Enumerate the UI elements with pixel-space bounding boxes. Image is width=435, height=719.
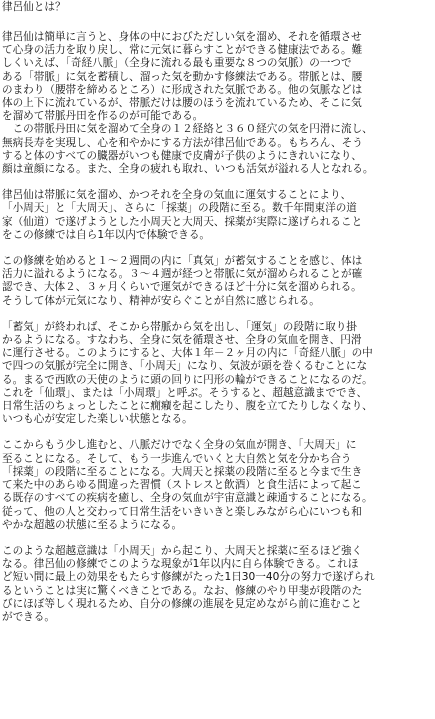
text-line: これを「仙環」、または「小周環」と呼ぶ。そうすると、超越意識まででき、: [2, 386, 368, 399]
document-body: [2, 31, 433, 624]
text-line: なる。律呂仙の修練でこのような現象が1年以内に自ら体験できる。これほ: [2, 558, 359, 571]
text-line: 日常生活のちょっとしたことに癇癪を起こしたり、腹を立てたりしなくなり、: [2, 400, 373, 413]
text-line: 体の上下に流れているが、帯脈だけは腰のほうを流れているため、そこに気: [2, 97, 362, 110]
text-line: すると体のすべての臓器がいつも健康で皮膚が子供のようにきれいになり、: [2, 149, 362, 162]
text-line: 至ることになる。そして、もう一歩進んでいくと大自然と気を分かち合う: [2, 452, 352, 465]
text-line: このような超越意識は「小周天」から起こり、大周天と採薬に至るほど強く: [2, 544, 363, 557]
text-line: 無病長寿を実現し、心を和やかにする方法が律呂仙である。もちろん、そう: [2, 136, 363, 149]
paragraph-6: [2, 545, 433, 624]
text-line: 顔は童顔になる。また、全身の疲れも取れ、いつも活気が溢れる人となれる。: [2, 163, 374, 176]
text-line: 「蓄気」が終われば、そこから帯脈から気を出し、「運気」の段階に取り掛: [2, 320, 357, 333]
text-line: 「採薬」の段階に至ることになる。大周天と採薬の段階に至ると今まで生き: [2, 465, 363, 478]
text-line: 活力に溢れるようになる。３～４週が経つと帯脈に気が溜められることが確: [2, 268, 363, 281]
text-line: やかな超越の状態に至るようになる。: [2, 518, 183, 531]
text-line: いつも心が安定した楽しい状態となる。: [2, 413, 193, 426]
text-line: 認でき、大体２、３ヶ月くらいで運気ができるほど十分に気を溜められる。: [2, 281, 362, 294]
page-title: 律呂仙とは？: [2, 1, 66, 13]
text-line: そうして体が元気になり、精神が安らぐことが自然に感じられる。: [2, 294, 320, 307]
text-line: をこの修練では自ら1年以内で体験できる。: [2, 228, 211, 241]
text-line: 「小周天」と「大周天」、さらに「採薬」の段階に至る。数千年間東洋の道: [2, 202, 357, 215]
text-line: で四つの気脈が完全に開き、「小周天」になり、気波が頭を巻くるむことにな: [2, 360, 368, 373]
text-line: ができる。: [2, 610, 55, 623]
paragraph-4: [2, 321, 433, 427]
text-line: ここからもう少し進むと、八脈だけでなく全身の気血が開き、「大周天」に: [2, 439, 357, 452]
text-line: 律呂仙は簡単に言うと、身体の中におびただしい気を溜め、それを循環させ: [2, 31, 362, 43]
text-line: 家（仙道）で遂げようとした小周天と大周天、採薬が実際に遂げられること: [2, 215, 363, 228]
text-line: る既存のすべての疾病を癒し、全身の気血が宇宙意識と疎通することになる。: [2, 492, 373, 505]
text-line: びにほぼ等しく現れるため、自分の修練の進展を見定めながら前に進むこと: [2, 597, 362, 610]
text-line: 律呂仙は帯脈に気を溜め、かつそれを全身の気血に運気することにより、: [2, 189, 352, 202]
text-line: この帯脈丹田に気を溜めて全身の１２経絡と３６０経穴の気を円滑に流し、: [2, 123, 373, 136]
text-line: るということは実に驚くべきことである。なお、修練のやり甲斐が段階のた: [2, 584, 363, 597]
text-line: しくいえば、「奇経八脈」（全身に流れる最も重要な８つの気脈）の一つで: [2, 57, 352, 70]
text-line: のまわり（腰帯を締めるところ）に形成された気脈である。他の気脈などは: [2, 83, 363, 96]
text-line: 従って、他の人と交わって日常生活をいきいきと楽しみながら心にいつも和: [2, 505, 362, 518]
text-line: この修練を始めると１～２週間の内に「真気」が蓄気することを感じ、体は: [2, 255, 363, 268]
paragraph-1: [2, 31, 433, 176]
paragraph-3: [2, 255, 433, 308]
text-line: ど短い間に最上の効果をもたらす修練がたった1日30一40分の努力で遂げられ: [2, 571, 375, 584]
text-line: ある「帯脈」に気を蓄積し、溜った気を動かす修練法である。帯脈とは、腰: [2, 70, 363, 83]
text-line: を溜めて帯脈丹田を作るのが可能である。: [2, 110, 204, 123]
paragraph-5: [2, 439, 433, 531]
text-line: て心身の活力を取り戻し、常に元気に暮らすことができる健康法である。難: [2, 44, 363, 57]
text-line: て来た中のあらゆる間違った習慣（ストレスと飲酒）と食生活によって起こ: [2, 479, 362, 492]
text-line: る。まるで西欧の天使のように頭の回りに円形の輪ができることになるのだ。: [2, 373, 373, 386]
text-line: かるようになる。すなわち、全身に気を循環させ、全身の気血を開き、円滑: [2, 334, 362, 347]
paragraph-2: [2, 189, 433, 242]
text-line: に運行させる。このようにすると、大体１年－２ヶ月の内に「奇経八脈」の中: [2, 347, 373, 360]
